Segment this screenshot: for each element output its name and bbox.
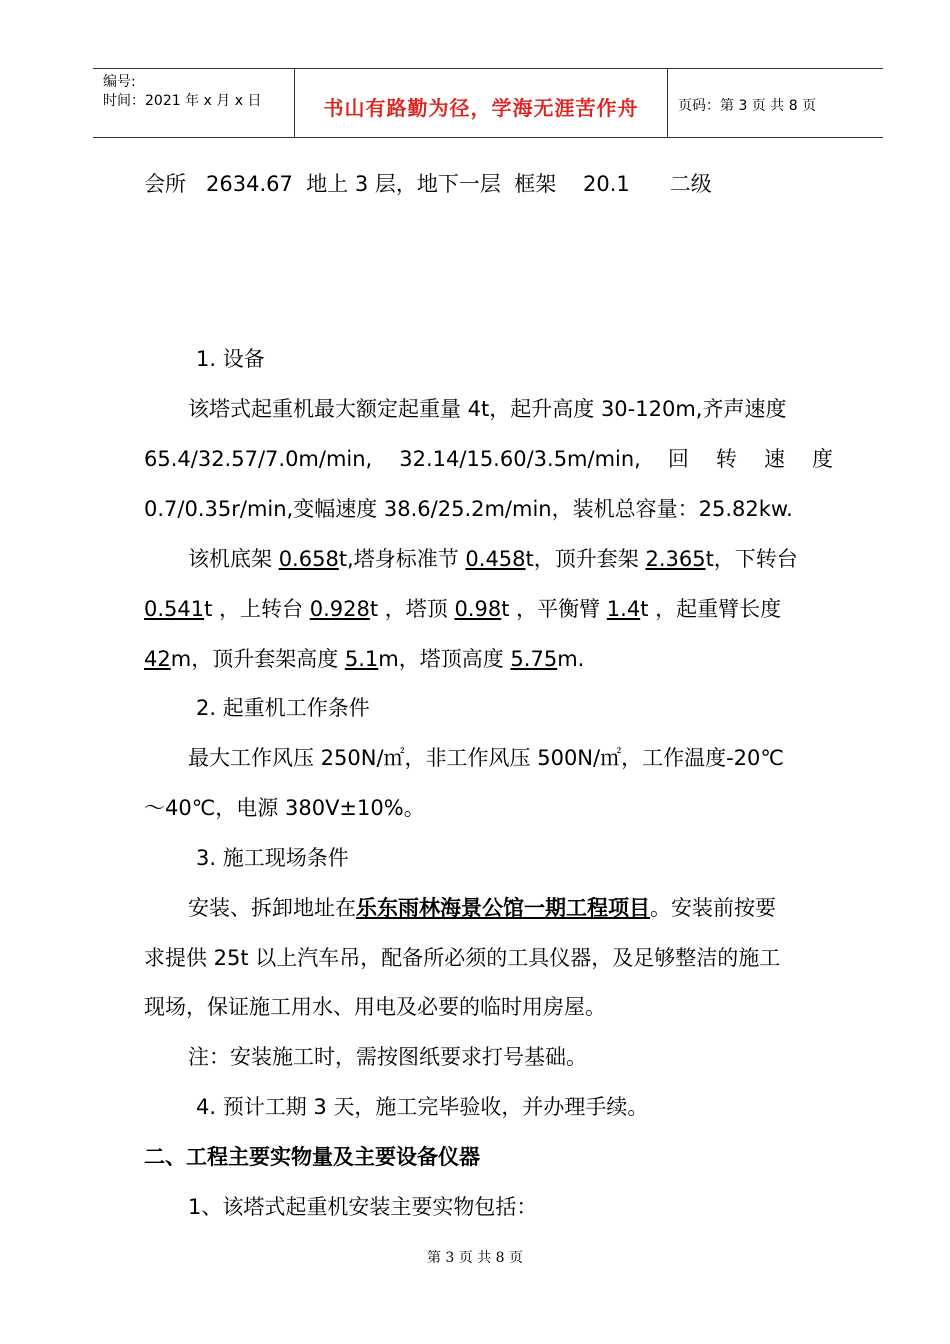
text: 。安装前按要	[650, 896, 776, 920]
underlined-value: 2.365	[645, 547, 706, 571]
underlined-value: 5.75	[510, 647, 558, 671]
paragraph-line	[188, 893, 776, 923]
paragraph-line: 最大工作风压 250N/㎡，非工作风压 500N/㎡，工作温度-20℃	[188, 746, 784, 770]
text-char: 速	[763, 447, 785, 471]
paragraph-line: 现场，保证施工用水、用电及必要的临时用房屋。	[144, 995, 606, 1019]
underlined-value: 1.4	[606, 597, 641, 621]
text: m.	[557, 647, 585, 671]
time-label: 时间：2021 年 x 月 x 日	[103, 93, 262, 109]
paragraph-line	[144, 644, 584, 674]
paragraph-line: 求提供 25t 以上汽车吊，配备所必须的工具仪器，及足够整洁的施工	[144, 946, 781, 970]
header-meta-cell	[93, 69, 295, 137]
table-row-clubhouse: 会所 2634.67 地上 3 层，地下一层 框架 20.1 二级	[144, 172, 712, 196]
text: t ，上转台	[204, 597, 310, 621]
underlined-value: 0.541	[144, 597, 205, 621]
paragraph-line	[188, 544, 798, 574]
text: t，下转台	[705, 547, 798, 571]
text: m，顶升套架高度	[170, 647, 345, 671]
section-3-title: 3. 施工现场条件	[196, 846, 349, 870]
text: t ，平衡臂	[501, 597, 607, 621]
chapter-heading: 二、工程主要实物量及主要设备仪器	[144, 1145, 480, 1169]
underlined-value: 0.658	[278, 547, 339, 571]
text: m，塔顶高度	[378, 647, 511, 671]
page-code: 页码：第 3 页 共 8 页	[678, 98, 817, 114]
paragraph-line: 该塔式起重机最大额定起重量 4t，起升高度 30-120m,齐声速度	[188, 397, 787, 421]
section-4-line: 4. 预计工期 3 天，施工完毕验收，并办理手续。	[196, 1095, 649, 1119]
number-label: 编号:	[103, 74, 136, 90]
text: 安装、拆卸地址在	[188, 896, 356, 920]
text: t ，起重臂长度	[640, 597, 782, 621]
text-char: 转	[715, 447, 737, 471]
paragraph-line: 0.7/0.35r/min,变幅速度 38.6/25.2m/min，装机总容量：25.82kw.	[144, 497, 793, 521]
header-motto-cell	[295, 69, 668, 137]
text: t ，塔顶	[369, 597, 455, 621]
underlined-value: 0.98	[454, 597, 502, 621]
motto: 书山有路勤为径，学海无涯苦作舟	[323, 96, 639, 120]
paragraph-line: ～40℃，电源 380V±10%。	[144, 796, 425, 820]
page-header	[93, 68, 883, 138]
paragraph-line	[144, 594, 781, 624]
text: t，顶升套架	[525, 547, 646, 571]
text-char: 回	[667, 447, 689, 471]
header-page-cell	[668, 69, 883, 137]
speed-value: 32.14/15.60/3.5m/min,	[399, 447, 641, 471]
speed-value: 65.4/32.57/7.0m/min,	[144, 447, 373, 471]
page-footer: 第 3 页 共 8 页	[426, 1250, 524, 1266]
subsection-title: 1、该塔式起重机安装主要实物包括：	[188, 1195, 538, 1219]
underlined-value: 0.928	[309, 597, 370, 621]
project-name: 乐东雨林海景公馆一期工程项目	[356, 896, 650, 920]
note: 注：安装施工时，需按图纸要求打号基础。	[188, 1045, 587, 1069]
section-1-title: 1. 设备	[196, 347, 265, 371]
underlined-value: 5.1	[344, 647, 379, 671]
text: 该机底架	[188, 547, 279, 571]
section-2-title: 2. 起重机工作条件	[196, 696, 370, 720]
underlined-value: 0.458	[465, 547, 526, 571]
text-char: 度	[811, 447, 833, 471]
text: t,塔身标准节	[338, 547, 466, 571]
paragraph-line-justified	[144, 444, 833, 474]
underlined-value: 42	[144, 647, 171, 671]
